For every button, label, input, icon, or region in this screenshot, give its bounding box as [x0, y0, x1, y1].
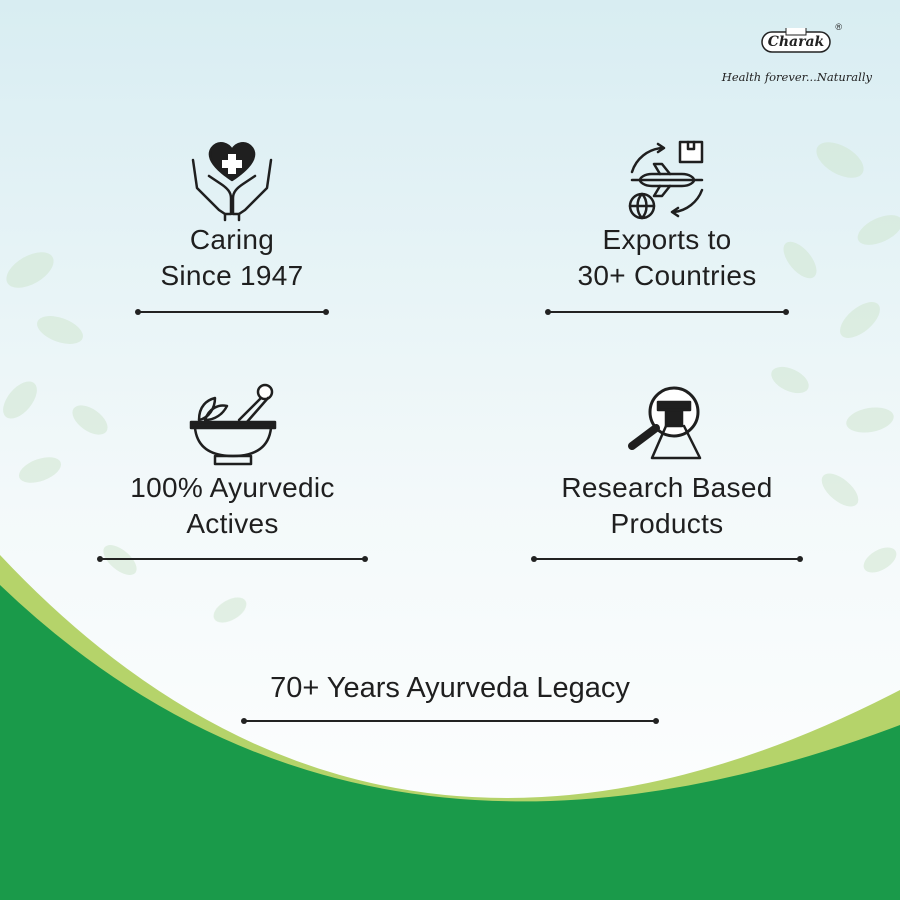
- global-export-icon: [622, 140, 712, 222]
- mortar-pestle-icon: [185, 380, 281, 470]
- feature-exports: [552, 140, 782, 294]
- legacy-heading: 70+ Years Ayurveda Legacy: [270, 672, 630, 704]
- brand-logo: [722, 24, 872, 88]
- ayurvedic-divider: [100, 558, 365, 560]
- exports-line2: 30+ Countries: [577, 260, 757, 291]
- exports-divider: [548, 311, 786, 313]
- feature-caring: [132, 140, 332, 294]
- research-line1: Research Based: [561, 472, 773, 503]
- research-divider: [534, 558, 800, 560]
- heart-in-hands-icon: [187, 140, 277, 222]
- research-line2: Products: [610, 508, 724, 539]
- brand-tagline: Health forever...Naturally: [721, 70, 872, 84]
- ayurvedic-line1: 100% Ayurvedic: [130, 472, 335, 503]
- feature-research: [536, 380, 798, 542]
- ayurvedic-line2: Actives: [186, 508, 279, 539]
- registered-mark: ®: [835, 22, 842, 32]
- brand-name: Charak: [767, 34, 825, 50]
- feature-ayurvedic: [100, 380, 365, 542]
- caring-line2: Since 1947: [160, 260, 304, 291]
- caring-line1: Caring: [189, 224, 275, 255]
- magnifier-research-icon: [622, 380, 712, 464]
- caring-divider: [138, 311, 326, 313]
- legacy-divider: [244, 720, 656, 722]
- exports-line1: Exports to: [602, 224, 732, 255]
